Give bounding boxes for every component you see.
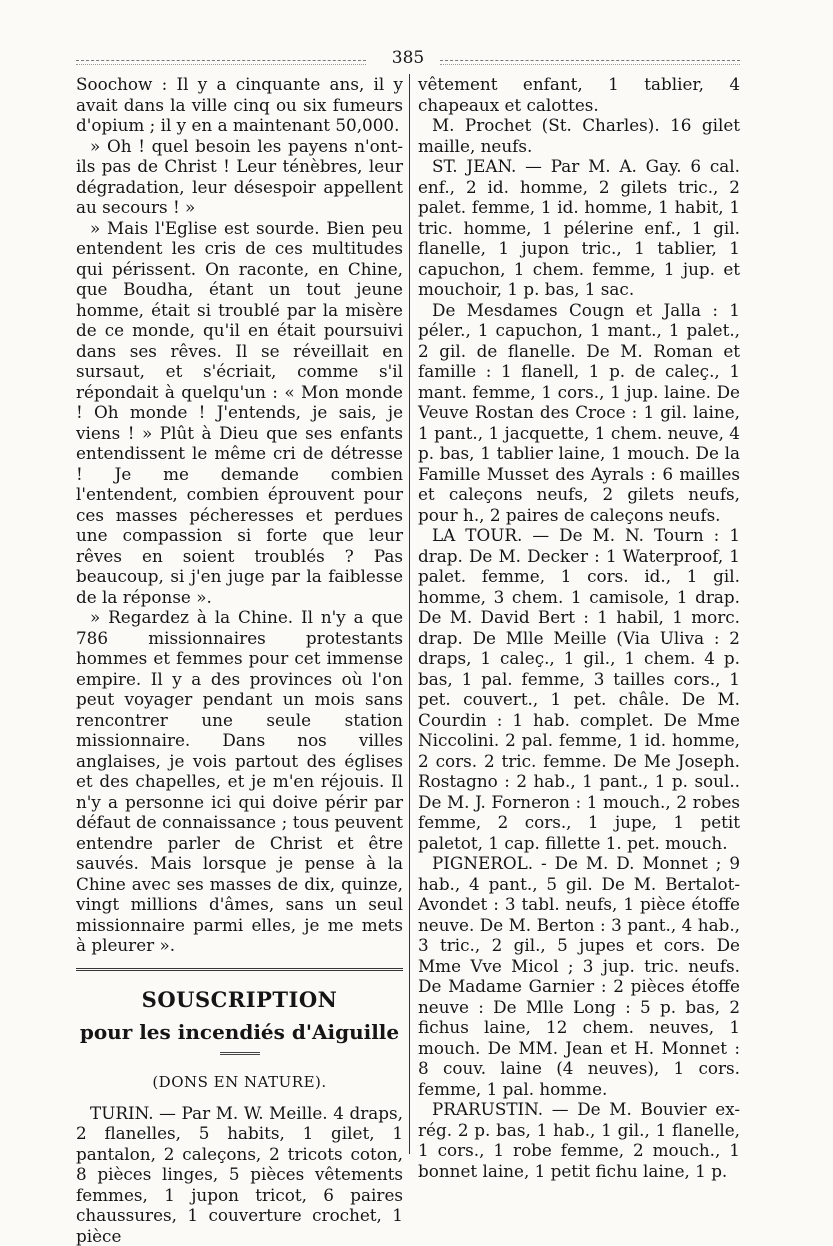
paragraph: LA TOUR. — De M. N. Tourn : 1 drap. De M. Decker : 1 Waterproof, 1 palet. femme, 1 cors. id., 1 gil. homme, 3 chem. 1 camisole, 1 drap. De M. David Bert : 1 habil, 1 morc. drap. De Mlle Meille (Via Uliva : 2 draps, 1 caleç., 1 gil., 1 chem. 4 p. bas, 1 pal. femme, 3 tailles cors., 1 pet. couvert., 1 pet. châle. De M. Courdin : 1 hab. complet. De Mme Niccolini. 2 pal. femme, 1 id. homme, 2 cors. 2 tric. femme. De Me Joseph. Rostagno : 2 hab., 1 pant., 1 p. soul.. De M. J. Forneron : 1 mouch., 2 robes femme, 2 cors., 1 jupe, 1 petit paletot, 1 cap. fillette 1. pet. mouch.	[418, 525, 740, 853]
section-title: SOUSCRIPTION	[141, 986, 338, 1012]
paragraph: PIGNEROL. - De M. D. Monnet ; 9 hab., 4 pant., 5 gil. De M. Bertalot-Avondet : 3 tabl. neufs, 1 pièce étoffe neuve. De M. Berton : 3 pant., 4 hab., 3 tric., 2 gil., 5 jupes et cors. De Mme Vve Micol ; 3 jup. tric. neufs. De Madame Garnier : 2 pièces étoffe neuve : De Mlle Long : 5 p. bas, 2 fichus laine, 12 chem. neuves, 1 mouch. De MM. Jean et H. Monnet : 8 couv. laine (4 neuves), 1 cors. femme, 1 pal. homme.	[418, 853, 740, 1099]
page-number: 385	[391, 48, 425, 68]
header-ornament-left	[76, 60, 366, 65]
paragraph: » Oh ! quel besoin les payens n'ont-ils pas de Christ ! Leur ténèbres, leur dégradation, leur désespoir appellent au secours ! »	[76, 135, 403, 217]
title-ornament	[220, 1052, 260, 1055]
right-column	[418, 74, 740, 1181]
paragraph: vêtement enfant, 1 tablier, 4 chapeaux et calottes.	[418, 74, 740, 115]
section-subtitle: pour les incendiés d'Aiguille	[79, 1019, 400, 1044]
left-column	[76, 74, 403, 1246]
paragraph: Soochow : Il y a cinquante ans, il y avait dans la ville cinq ou six fumeurs d'opium ; il y en a maintenant 50,000.	[76, 74, 403, 135]
section-note: (DONS EN NATURE).	[152, 1072, 327, 1091]
paragraph: » Mais l'Eglise est sourde. Bien peu entendent les cris de ces multitudes qui périssent. On raconte, en Chine, que Boudha, étant un tout jeune homme, était si troublé par la misère de ce monde, qu'il en était poursuivi dans ses rêves. Il se réveillait en sursaut, et s'écriait, comme s'il répondait à quelqu'un : « Mon monde ! Oh monde ! J'entends, je sais, je viens ! » Plût à Dieu que ses enfants entendissent le même cri de détresse ! Je me demande combien l'entendent, combien éprouvent pour ces masses pécheresses et perdues une compassion si forte que leur rêves en soient troublés ? Pas beaucoup, si j'en juge par la faiblesse de la réponse ».	[76, 217, 403, 607]
paragraph: TURIN. — Par M. W. Meille. 4 draps, 2 flanelles, 5 habits, 1 gilet, 1 pantalon, 2 caleçons, 2 tricots coton, 8 pièces linges, 5 pièces vêtements femmes, 1 jupon tricot, 6 paires chaussures, 1 couverture crochet, 1 pièce	[76, 1102, 403, 1246]
section-divider	[76, 968, 403, 971]
column-rule	[409, 74, 410, 1154]
paragraph: De Mesdames Cougn et Jalla : 1 péler., 1 capuchon, 1 mant., 1 palet., 2 gil. de flanelle. De M. Roman et famille : 1 flanell, 1 p. de caleç., 1 mant. femme, 1 cors., 1 jup. laine. De Veuve Rostan des Croce : 1 gil. laine, 1 pant., 1 jacquette, 1 chem. neuve, 4 p. bas, 1 tablier laine, 1 mouch. De la Famille Musset des Ayrals : 6 mailles et caleçons neufs, 2 gilets neufs, pour h., 2 paires de caleçons neufs.	[418, 299, 740, 525]
page-header	[76, 48, 740, 70]
paragraph: PRARUSTIN. — De M. Bouvier ex-rég. 2 p. bas, 1 hab., 1 gil., 1 flanelle, 1 cors., 1 robe femme, 2 mouch., 1 bonnet laine, 1 petit fichu laine, 1 p.	[418, 1099, 740, 1181]
paragraph: M. Prochet (St. Charles). 16 gilet maille, neufs.	[418, 115, 740, 156]
paragraph: » Regardez à la Chine. Il n'y a que 786 missionnaires protestants hommes et femmes pour cet immense empire. Il y a des provinces où l'on peut voyager pendant un mois sans rencontrer une seule station missionnaire. Dans nos villes anglaises, je vois partout des églises et des chapelles, et je m'en réjouis. Il n'y a personne ici qui doive périr par défaut de connaissance ; tous peuvent entendre parler de Christ et être sauvés. Mais lorsque je pense à la Chine avec ses masses de dix, quinze, vingt millions d'âmes, sans un seul missionnaire parmi elles, je me mets à pleurer ».	[76, 607, 403, 955]
header-ornament-right	[440, 60, 740, 65]
paragraph: ST. JEAN. — Par M. A. Gay. 6 cal. enf., 2 id. homme, 2 gilets tric., 2 palet. femme, 1 id. homme, 1 habit, 1 tric. homme, 1 pélerine enf., 1 gil. flanelle, 1 jupon tric., 1 tablier, 1 capuchon, 1 chem. femme, 1 jup. et mouchoir, 1 p. bas, 1 sac.	[418, 156, 740, 299]
